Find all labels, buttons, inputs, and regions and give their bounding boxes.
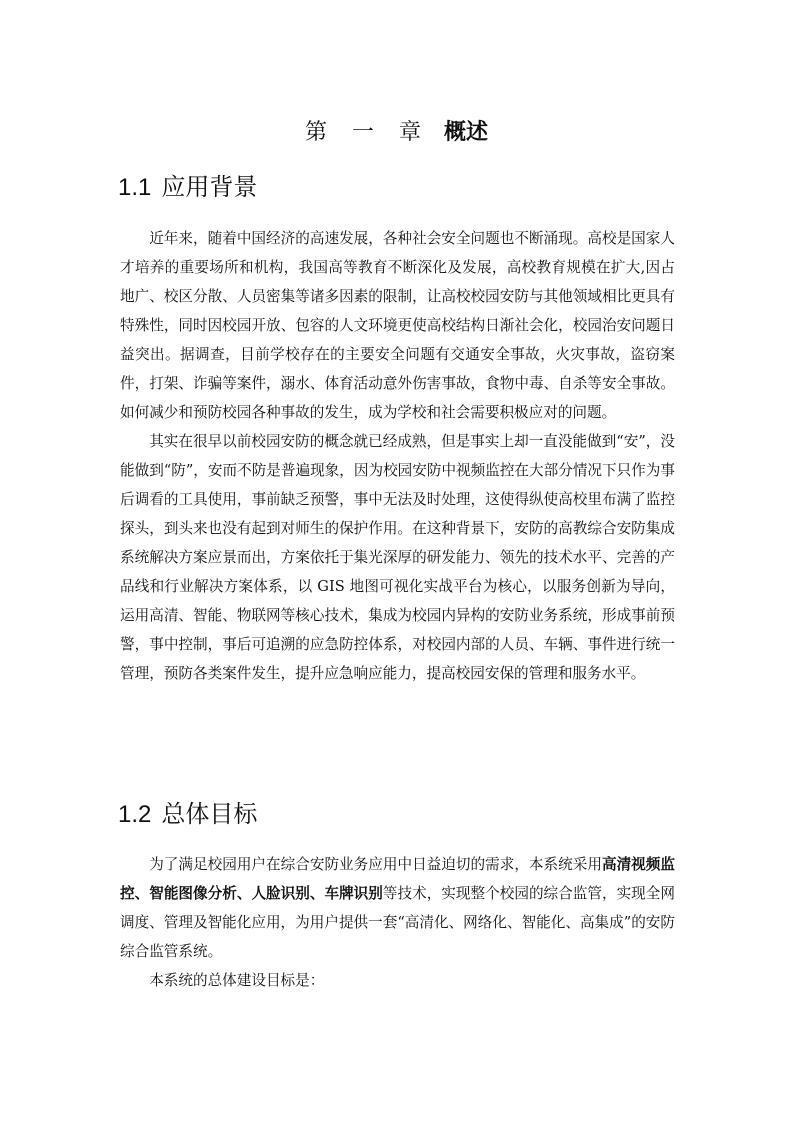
chapter-title [0, 118, 793, 148]
bold-technologies: 高清视频监控、智能图像分析、人脸识别、车牌识别 [120, 856, 675, 902]
section-title: 总体目标 [161, 801, 258, 828]
section-number: 1.1 [118, 174, 152, 201]
paragraph-text: 为了满足校园用户在综合安防业务应用中日益迫切的需求，本系统采用 [149, 856, 602, 873]
section-heading-1-2 [118, 799, 257, 831]
section-heading-1-1 [118, 172, 257, 204]
paragraph-text: 等技术，实现整个校园的综合监管，实现全网调度、管理及智能化应用，为用户提供一套“高清化、网络化、智能化、高集成”的安防综合监管系统。 [120, 885, 675, 960]
paragraph: 本系统的总体建设目标是： [149, 972, 325, 989]
paragraph: 其实在很早以前校园安防的概念就已经成熟，但是事实上却一直没能做到“安”，没能做到“防”，安而不防是普遍现象，因为校园安防中视频监控在大部分情况下只作为事后调看的工具使用，事前缺乏预警，事中无法及时处理，这使得纵使高校里布满了监控探头，到头来也没有起到对师生的保护作用。在这种背景下，安防的高教综合安防集成系统解决方案应景而出，方案依托于集光深厚的研发能力、领先的技术水平、完善的产品线和行业解决方案体系，以 GIS 地图可视化实战平台为核心，以服务创新为导向，运用高清、智能、物联网等核心技术，集成为校园内异构的安防业务系统，形成事前预警，事中控制，事后可追溯的应急防控体系，对校园内部的人员、车辆、事件进行统一管理，预防各类案件发生，提升应急响应能力，提高校园安保的管理和服务水平。 [120, 433, 675, 682]
section-number: 1.2 [118, 801, 152, 828]
section-1-2-body [120, 850, 675, 995]
section-1-1-body [120, 224, 675, 688]
chapter-number: 第 一 章 [304, 120, 430, 145]
paragraph [120, 850, 675, 966]
paragraph: 近年来，随着中国经济的高速发展，各种社会安全问题也不断涌现。高校是国家人才培养的重要场所和机构，我国高等教育不断深化及发展，高校教育规模在扩大,因占地广、校区分散、人员密集等诸多因素的限制，让高校校园安防与其他领域相比更具有特殊性，同时因校园开放、包容的人文环境更使高校结构日渐社会化，校园治安问题日益突出。据调查，目前学校存在的主要安全问题有交通安全事故，火灾事故，盗窃案件，打架、诈骗等案件，溺水、体育活动意外伤害事故，食物中毒、自杀等安全事故。如何减少和预防校园各种事故的发生，成为学校和社会需要积极应对的问题。 [120, 230, 675, 421]
section-title: 应用背景 [161, 174, 258, 201]
chapter-name: 概述 [443, 120, 488, 145]
